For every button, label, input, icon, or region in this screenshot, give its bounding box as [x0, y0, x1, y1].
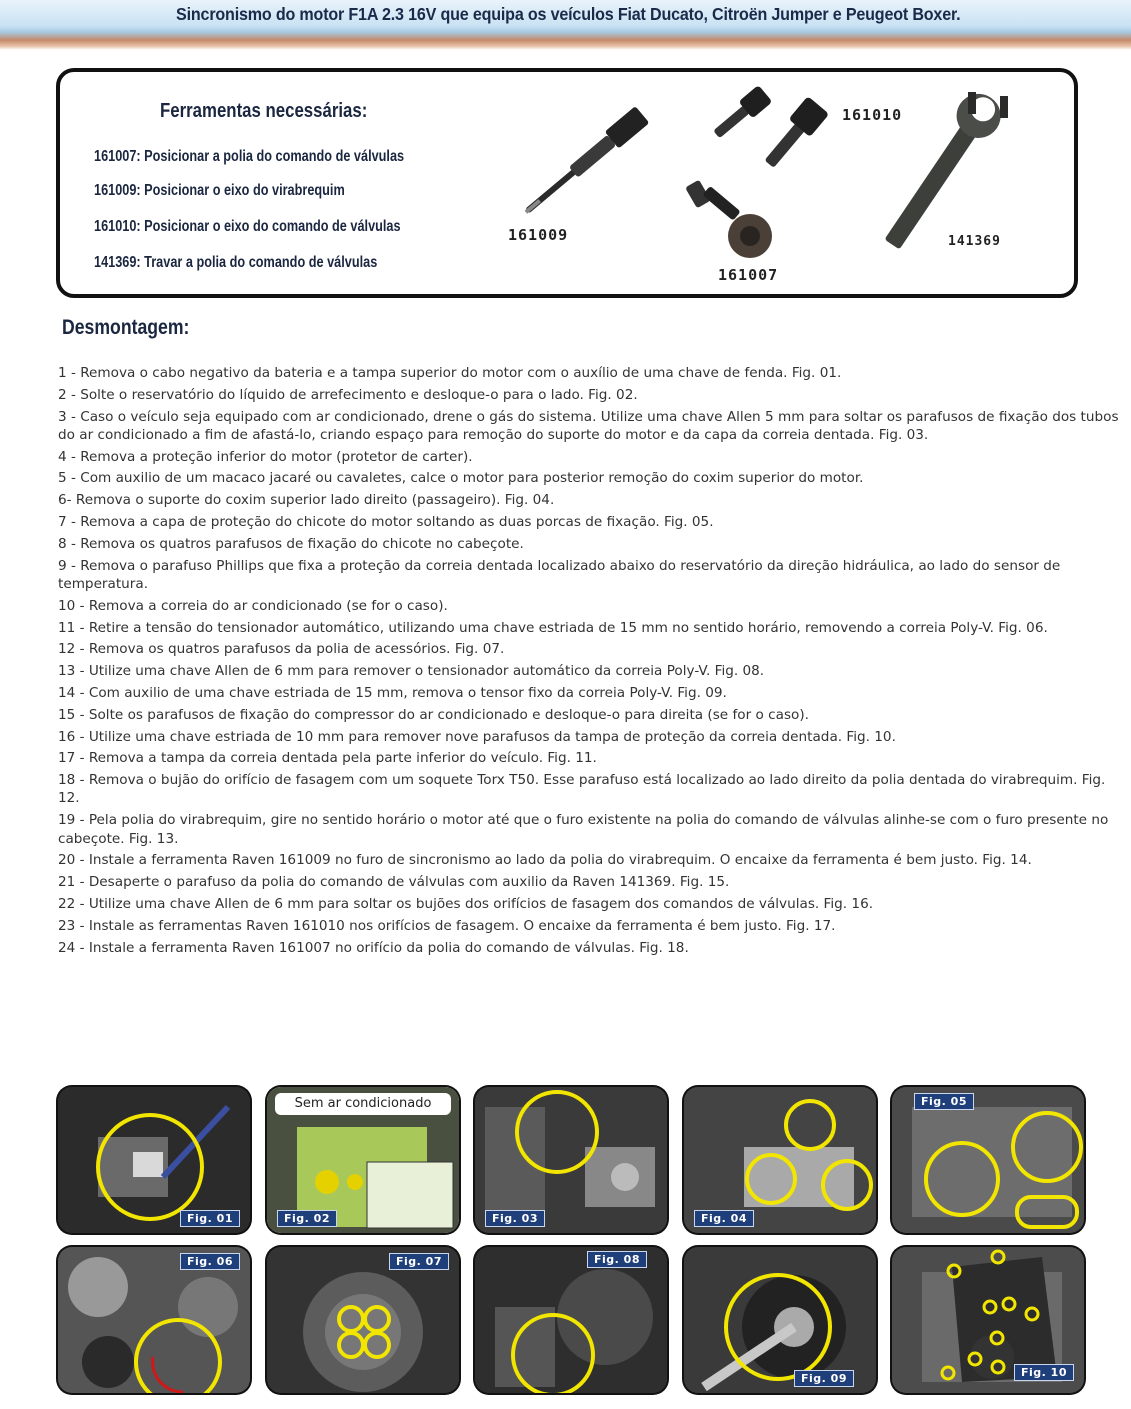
step-item: 18 - Remova o bujão do orifício de fasagem com um soquete Torx T50. Esse parafuso está localizado ao lado direito da polia dentada do virabrequim. Fig. 12.: [58, 772, 1106, 807]
tool-item-161009: 161009: Posicionar o eixo do virabrequim: [94, 182, 345, 199]
tool-code-161009: 161009: [508, 226, 569, 244]
step-item: 16 - Utilize uma chave estriada de 10 mm para remover nove parafusos da tampa de proteção da correia dentada. Fig. 10.: [58, 728, 896, 745]
tools-heading: Ferramentas necessárias:: [160, 100, 368, 122]
tool-code-141369: 141369: [948, 234, 1001, 249]
figure-09: [684, 1247, 876, 1393]
figure-gallery: [56, 1085, 1086, 1395]
tool-code-161010: 161010: [842, 106, 903, 124]
step-item: 15 - Solte os parafusos de fixação do compressor do ar condicionado e desloque-o para direita (se for o caso).: [58, 706, 809, 723]
step-item: 20 - Instale a ferramenta Raven 161009 no furo de sincronismo ao lado da polia do virabrequim. O encaixe da ferramenta é bem justo. Fig. 14.: [58, 852, 1032, 869]
step-item: 2 - Solte o reservatório do líquido de arrefecimento e desloque-o para o lado. Fig. 02.: [58, 386, 638, 403]
step-item: 6- Remova o suporte do coxim superior lado direito (passageiro). Fig. 04.: [58, 492, 555, 509]
figure-caption: Sem ar condicionado: [275, 1093, 451, 1115]
tool-code-161007: 161007: [718, 266, 779, 284]
figure-label: Fig. 09: [794, 1370, 854, 1387]
tool-item-161010: 161010: Posicionar o eixo do comando de válvulas: [94, 218, 401, 235]
section-title: Desmontagem:: [62, 316, 190, 339]
step-item: 7 - Remova a capa de proteção do chicote do motor soltando as duas porcas de fixação. Fig. 05.: [58, 514, 714, 531]
step-item: 23 - Instale as ferramentas Raven 161010 nos orifícios de fasagem. O encaixe da ferramenta é bem justo. Fig. 17.: [58, 917, 836, 934]
tools-panel: [56, 68, 1078, 298]
step-item: 22 - Utilize uma chave Allen de 6 mm para soltar os bujões dos orifícios de fasagem dos comandos de válvulas. Fig. 16.: [58, 895, 874, 912]
step-item: 4 - Remova a proteção inferior do motor (protetor de carter).: [58, 448, 473, 465]
step-item: 14 - Com auxilio de uma chave estriada de 15 mm, remova o tensor fixo da correia Poly-V. Fig. 09.: [58, 684, 727, 701]
figure-label: Fig. 03: [485, 1210, 545, 1227]
step-item: 8 - Remova os quatros parafusos de fixação do chicote no cabeçote.: [58, 535, 524, 552]
figure-07: [267, 1247, 459, 1393]
step-item: 24 - Instale a ferramenta Raven 161007 no orifício da polia do comando de válvulas. Fig. 18.: [58, 939, 689, 956]
figure-10: [892, 1247, 1084, 1393]
step-item: 10 - Remova a correia do ar condicionado (se for o caso).: [58, 597, 448, 614]
figure-label: Fig. 07: [389, 1253, 449, 1270]
figure-label: Fig. 08: [587, 1251, 647, 1268]
figure-04: [684, 1087, 876, 1233]
step-item: 19 - Pela polia do virabrequim, gire no sentido horário o motor até que o furo existente na polia do comando de válvulas alinhe-se com o furo presente no cabeçote. Fig. 13.: [58, 812, 1109, 847]
step-item: 3 - Caso o veículo seja equipado com ar condicionado, drene o gás do sistema. Utilize uma chave Allen 5 mm para soltar os parafusos de fixação dos tubos do ar condicionado a fim de afastá-lo, criando espaço para remoção do suporte do motor e da capa da correia dentada. Fig. 03.: [58, 408, 1119, 443]
figure-label: Fig. 01: [180, 1210, 240, 1227]
tool-161010-image: [700, 76, 840, 186]
step-item: 1 - Remova o cabo negativo da bateria e a tampa superior do motor com o auxílio de uma chave de fenda. Fig. 01.: [58, 365, 842, 381]
figure-03: [475, 1087, 667, 1233]
page-title: Sincronismo do motor F1A 2.3 16V que equipa os veículos Fiat Ducato, Citroën Jumper e Peugeot Boxer.: [176, 4, 961, 24]
figure-02: [267, 1087, 459, 1233]
figure-01: [58, 1087, 250, 1233]
figure-08: [475, 1247, 667, 1393]
step-item: 9 - Remova o parafuso Phillips que fixa a proteção da correia dentada localizado abaixo do reservatório da direção hidráulica, ao lado do sensor de temperatura.: [58, 557, 1061, 592]
step-item: 13 - Utilize uma chave Allen de 6 mm para remover o tensionador automático da correia Poly-V. Fig. 08.: [58, 663, 765, 680]
figure-label: Fig. 05: [914, 1093, 974, 1110]
tool-161009-image: [500, 86, 680, 236]
tool-item-161007: 161007: Posicionar a polia do comando de válvulas: [94, 148, 405, 165]
figure-label: Fig. 06: [180, 1253, 240, 1270]
tool-161007-image: [680, 176, 800, 266]
tool-item-141369: 141369: Travar a polia do comando de válvulas: [94, 254, 378, 271]
steps-list: [58, 364, 1124, 960]
step-item: 5 - Com auxilio de um macaco jacaré ou cavaletes, calce o motor para posterior remoção do coxim superior do motor.: [58, 470, 864, 487]
step-item: 12 - Remova os quatros parafusos da polia de acessórios. Fig. 07.: [58, 641, 505, 658]
figure-05: [892, 1087, 1084, 1233]
step-item: 21 - Desaperte o parafuso da polia do comando de válvulas com auxilio da Raven 141369. Fig. 15.: [58, 874, 730, 891]
step-item: 11 - Retire a tensão do tensionador automático, utilizando uma chave estriada de 15 mm no sentido horário, removendo a correia Poly-V. Fig. 06.: [58, 619, 1048, 636]
figure-label: Fig. 04: [694, 1210, 754, 1227]
figure-label: Fig. 02: [277, 1210, 337, 1227]
step-item: 17 - Remova a tampa da correia dentada pela parte inferior do veículo. Fig. 11.: [58, 750, 597, 767]
figure-label: Fig. 10: [1014, 1364, 1074, 1381]
figure-06: [58, 1247, 250, 1393]
